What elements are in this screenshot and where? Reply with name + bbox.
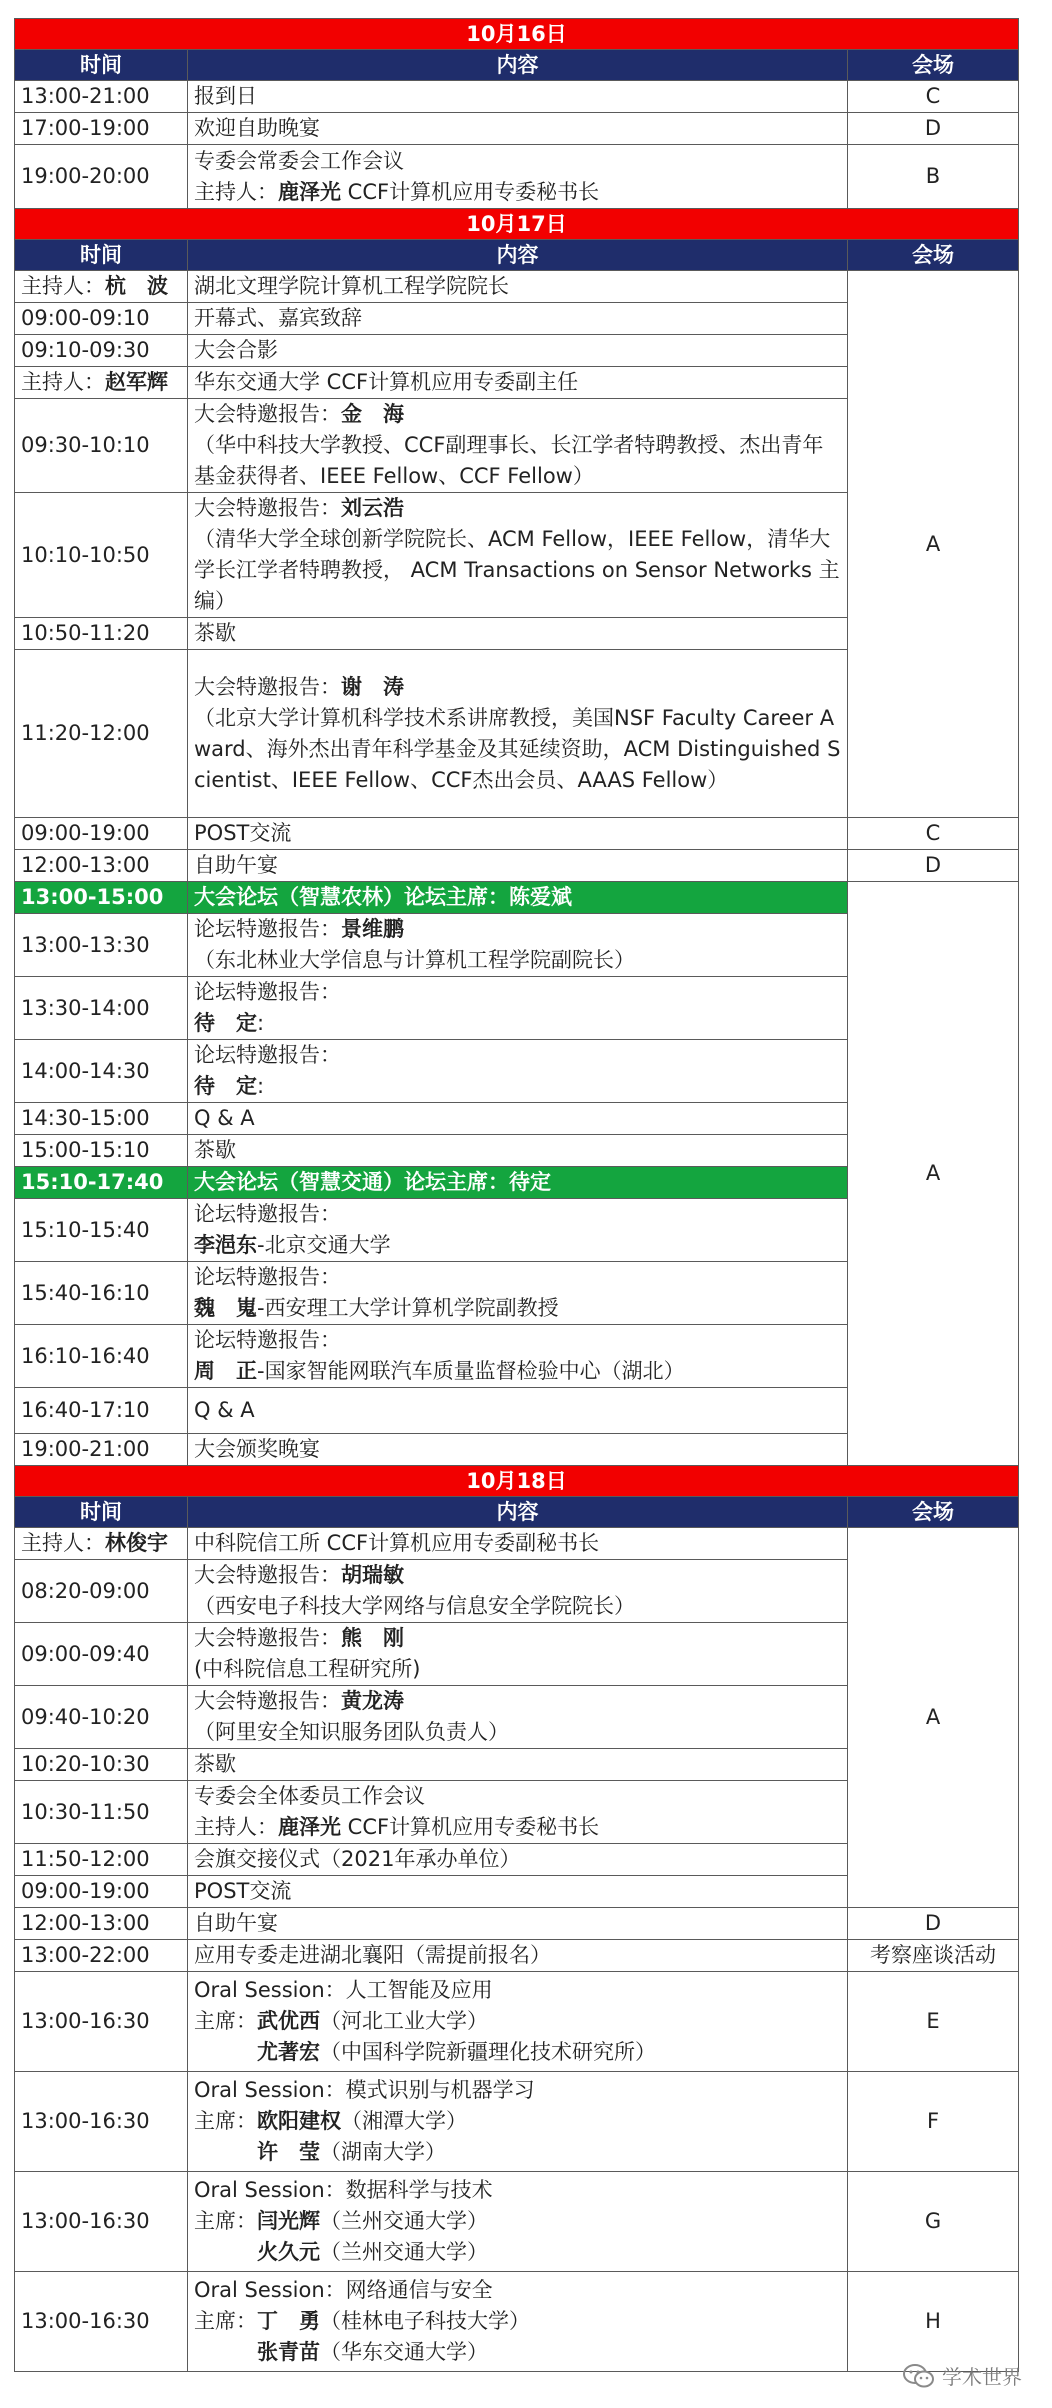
forum-time: 13:00-15:00 [15,882,188,914]
speaker-desc: （北京大学计算机科学技术系讲席教授，美国NSF Faculty Career Award、海外杰出青年科学基金及其延续资助，ACM Distinguished Scientist、IEEE Fellow、CCF杰出会员、AAAS Fellow） [194,705,841,792]
wechat-icon [902,2363,936,2389]
chair-name: 许 莹 [257,2140,320,2164]
speaker-name: 周 正 [194,1359,257,1383]
speaker-desc: （阿里安全知识服务团队负责人） [194,1720,509,1744]
content-cell [188,399,848,493]
header-content: 内容 [188,50,848,81]
time-cell: 10:10-10:50 [15,493,188,618]
talk-label: 论坛特邀报告： [194,1265,341,1289]
table-row [15,2072,1019,2172]
speaker-suffix: : [257,1074,265,1098]
content-cell: 大会颁奖晚宴 [188,1434,848,1466]
table-row [15,145,1019,209]
content-cell: 自助午宴 [188,1908,848,1940]
time-cell: 13:00-16:30 [15,2172,188,2272]
speaker-name: 魏 嵬 [194,1296,257,1320]
content-cell: 会旗交接仪式（2021年承办单位） [188,1844,848,1876]
content-cell: 茶歇 [188,1135,848,1167]
time-cell: 12:00-13:00 [15,1908,188,1940]
header-time: 时间 [15,1497,188,1528]
header-time: 时间 [15,50,188,81]
venue-cell: C [848,818,1019,850]
content-cell: 茶歇 [188,618,848,650]
content-cell [188,493,848,618]
host-cell [15,367,188,399]
venue-cell: D [848,1908,1019,1940]
chair-name: 闫光辉 [257,2209,320,2233]
table-row [15,113,1019,145]
speaker-suffix: : [257,1011,265,1035]
speaker-name: 刘云浩 [341,496,404,520]
venue-cell: D [848,113,1019,145]
content-cell [188,1972,848,2072]
table-row [15,1528,1019,1560]
header-content: 内容 [188,240,848,271]
host-label: 主持人： [21,370,105,394]
time-cell: 09:00-19:00 [15,818,188,850]
time-cell: 13:00-21:00 [15,81,188,113]
host-line [194,177,841,208]
content-cell: 华东交通大学 CCF计算机应用专委副主任 [188,367,848,399]
session-title: Oral Session：网络通信与安全 [194,2278,493,2302]
time-cell: 13:30-14:00 [15,977,188,1040]
venue-cell: G [848,2172,1019,2272]
content-cell: POST交流 [188,818,848,850]
content-cell [188,1040,848,1103]
host-name: 鹿泽光 [278,179,341,204]
time-cell: 13:00-16:30 [15,2072,188,2172]
session-title: 专委会常委会工作会议 [194,148,404,173]
speaker-name: 熊 刚 [341,1626,404,1650]
talk-label: 大会特邀报告： [194,496,341,520]
day-header [15,19,1019,50]
host-title: CCF计算机应用专委秘书长 [341,1815,600,1839]
host-label: 主持人： [21,1531,105,1555]
day-header [15,209,1019,240]
table-row [15,271,1019,303]
time-cell: 12:00-13:00 [15,850,188,882]
chair-name: 武优西 [257,2009,320,2033]
host-label: 主持人： [194,1815,278,1839]
schedule-table [14,18,1019,2372]
date-label: 10月17日 [15,209,1019,240]
content-cell: 欢迎自助晚宴 [188,113,848,145]
host-cell [15,1528,188,1560]
table-row [15,1972,1019,2072]
column-header-row [15,50,1019,81]
content-cell [188,650,848,818]
speaker-desc: -北京交通大学 [257,1233,391,1257]
time-cell: 16:40-17:10 [15,1388,188,1434]
talk-label: 论坛特邀报告： [194,1328,341,1352]
chair-affiliation: （河北工业大学） [320,2009,488,2033]
talk-label: 论坛特邀报告： [194,980,341,1004]
chair-name: 丁 勇 [257,2309,320,2333]
content-cell: Q & A [188,1388,848,1434]
talk-label: 论坛特邀报告： [194,1043,341,1067]
chair-affiliation: （中国科学院新疆理化技术研究所） [320,2040,656,2064]
venue-cell: A [848,271,1019,818]
chair-affiliation: （湘潭大学） [341,2109,467,2133]
forum-title: 大会论坛（智慧交通）论坛主席：待定 [188,1167,848,1199]
speaker-name: 景维鹏 [341,917,404,941]
talk-label: 大会特邀报告： [194,402,341,426]
chair-name: 欧阳建权 [257,2109,341,2133]
content-cell [188,1262,848,1325]
table-row [15,1908,1019,1940]
content-cell: 开幕式、嘉宾致辞 [188,303,848,335]
time-cell: 19:00-21:00 [15,1434,188,1466]
host-title: CCF计算机应用专委秘书长 [341,179,600,204]
time-cell: 09:10-09:30 [15,335,188,367]
header-content: 内容 [188,1497,848,1528]
session-title: Oral Session：人工智能及应用 [194,1978,493,2002]
content-cell: 大会合影 [188,335,848,367]
time-cell: 13:00-16:30 [15,2272,188,2372]
time-cell: 13:00-13:30 [15,914,188,977]
chair-name: 火久元 [257,2240,320,2264]
schedule-sheet [14,18,1018,2372]
table-row [15,850,1019,882]
forum-title: 大会论坛（智慧农林）论坛主席：陈爱斌 [188,882,848,914]
date-label: 10月18日 [15,1466,1019,1497]
table-row [15,81,1019,113]
chair-name: 张青苗 [257,2340,320,2364]
table-row [15,818,1019,850]
content-cell: 中科院信工所 CCF计算机应用专委副秘书长 [188,1528,848,1560]
column-header-row [15,240,1019,271]
speaker-name: 待 定 [194,1011,257,1035]
content-cell [188,1686,848,1749]
time-cell: 11:50-12:00 [15,1844,188,1876]
chair-affiliation: （华东交通大学） [320,2340,488,2364]
venue-cell: A [848,882,1019,1466]
content-cell: 报到日 [188,81,848,113]
venue-cell: B [848,145,1019,209]
speaker-desc: （华中科技大学教授、CCF副理事长、长江学者特聘教授、杰出青年基金获得者、IEEE Fellow、CCF Fellow） [194,433,824,488]
speaker-desc: -国家智能网联汽车质量监督检验中心（湖北） [257,1359,685,1383]
time-cell: 09:00-09:40 [15,1623,188,1686]
time-cell: 09:30-10:10 [15,399,188,493]
host-name: 赵军辉 [105,370,168,394]
forum-header-row [15,882,1019,914]
time-cell: 10:20-10:30 [15,1749,188,1781]
time-cell: 09:40-10:20 [15,1686,188,1749]
column-header-row [15,1497,1019,1528]
time-cell: 15:10-15:40 [15,1199,188,1262]
content-cell: 茶歇 [188,1749,848,1781]
venue-cell: 考察座谈活动 [848,1940,1019,1972]
chair-name: 尤著宏 [257,2040,320,2064]
table-row [15,1940,1019,1972]
chair-affiliation: （兰州交通大学） [320,2240,488,2264]
time-cell: 10:30-11:50 [15,1781,188,1844]
host-label: 主持人： [194,179,278,204]
header-venue: 会场 [848,50,1019,81]
speaker-name: 谢 涛 [341,674,404,699]
time-cell: 15:40-16:10 [15,1262,188,1325]
host-label: 主持人： [21,274,105,298]
table-row [15,2172,1019,2272]
time-cell: 13:00-22:00 [15,1940,188,1972]
header-venue: 会场 [848,1497,1019,1528]
speaker-desc: （西安电子科技大学网络与信息安全学院院长） [194,1594,635,1618]
venue-cell: C [848,81,1019,113]
talk-label: 大会特邀报告： [194,1563,341,1587]
host-name: 鹿泽光 [278,1815,341,1839]
chair-label: 主席： [194,2309,257,2333]
content-cell: 湖北文理学院计算机工程学院院长 [188,271,848,303]
content-cell: 应用专委走进湖北襄阳（需提前报名） [188,1940,848,1972]
watermark-text: 学术世界 [942,2365,1022,2389]
speaker-name: 金 海 [341,402,404,426]
talk-label: 大会特邀报告： [194,1626,341,1650]
session-title: Oral Session：数据科学与技术 [194,2178,493,2202]
chair-label: 主席： [194,2209,257,2233]
table-row [15,2272,1019,2372]
header-venue: 会场 [848,240,1019,271]
venue-cell: A [848,1528,1019,1908]
talk-label: 论坛特邀报告： [194,1202,341,1226]
content-cell [188,2072,848,2172]
speaker-desc: -西安理工大学计算机学院副教授 [257,1296,559,1320]
content-cell [188,1560,848,1623]
content-cell [188,914,848,977]
content-cell [188,1781,848,1844]
speaker-name: 待 定 [194,1074,257,1098]
time-cell: 13:00-16:30 [15,1972,188,2072]
talk-label: 论坛特邀报告： [194,917,341,941]
content-cell: 自助午宴 [188,850,848,882]
time-cell: 17:00-19:00 [15,113,188,145]
content-cell: POST交流 [188,1876,848,1908]
content-cell [188,1199,848,1262]
time-cell: 09:00-19:00 [15,1876,188,1908]
time-cell: 11:20-12:00 [15,650,188,818]
speaker-name: 李浥东 [194,1233,257,1257]
time-cell: 15:00-15:10 [15,1135,188,1167]
speaker-desc: （东北林业大学信息与计算机工程学院副院长） [194,948,635,972]
chair-affiliation: （兰州交通大学） [320,2209,488,2233]
chair-label: 主席： [194,2109,257,2133]
venue-cell: H [848,2272,1019,2372]
chair-affiliation: （湖南大学） [320,2140,446,2164]
chair-affiliation: （桂林电子科技大学） [320,2309,530,2333]
speaker-name: 胡瑞敏 [341,1563,404,1587]
speaker-name: 黄龙涛 [341,1689,404,1713]
venue-cell: F [848,2072,1019,2172]
host-name: 林俊宇 [105,1531,168,1555]
talk-label: 大会特邀报告： [194,674,341,699]
content-cell [188,1623,848,1686]
time-cell: 14:00-14:30 [15,1040,188,1103]
content-cell [188,1325,848,1388]
host-name: 杭 波 [105,274,168,298]
time-cell: 14:30-15:00 [15,1103,188,1135]
speaker-desc: （清华大学全球创新学院院长、ACM Fellow，IEEE Fellow，清华大学长江学者特聘教授， ACM Transactions on Sensor Networks 主编） [194,527,840,613]
time-cell: 16:10-16:40 [15,1325,188,1388]
content-cell [188,977,848,1040]
watermark [902,2361,1022,2390]
talk-label: 大会特邀报告： [194,1689,341,1713]
content-cell [188,2272,848,2372]
forum-time: 15:10-17:40 [15,1167,188,1199]
date-label: 10月16日 [15,19,1019,50]
time-cell: 10:50-11:20 [15,618,188,650]
session-title: Oral Session：模式识别与机器学习 [194,2078,535,2102]
content-cell: Q & A [188,1103,848,1135]
venue-cell: E [848,1972,1019,2072]
venue-cell: D [848,850,1019,882]
chair-label: 主席： [194,2009,257,2033]
day-header [15,1466,1019,1497]
session-title: 专委会全体委员工作会议 [194,1784,425,1808]
header-time: 时间 [15,240,188,271]
speaker-desc: (中科院信息工程研究所) [194,1657,421,1681]
content-cell [188,2172,848,2272]
time-cell: 08:20-09:00 [15,1560,188,1623]
time-cell: 09:00-09:10 [15,303,188,335]
host-cell [15,271,188,303]
content-cell [188,145,848,209]
time-cell: 19:00-20:00 [15,145,188,209]
